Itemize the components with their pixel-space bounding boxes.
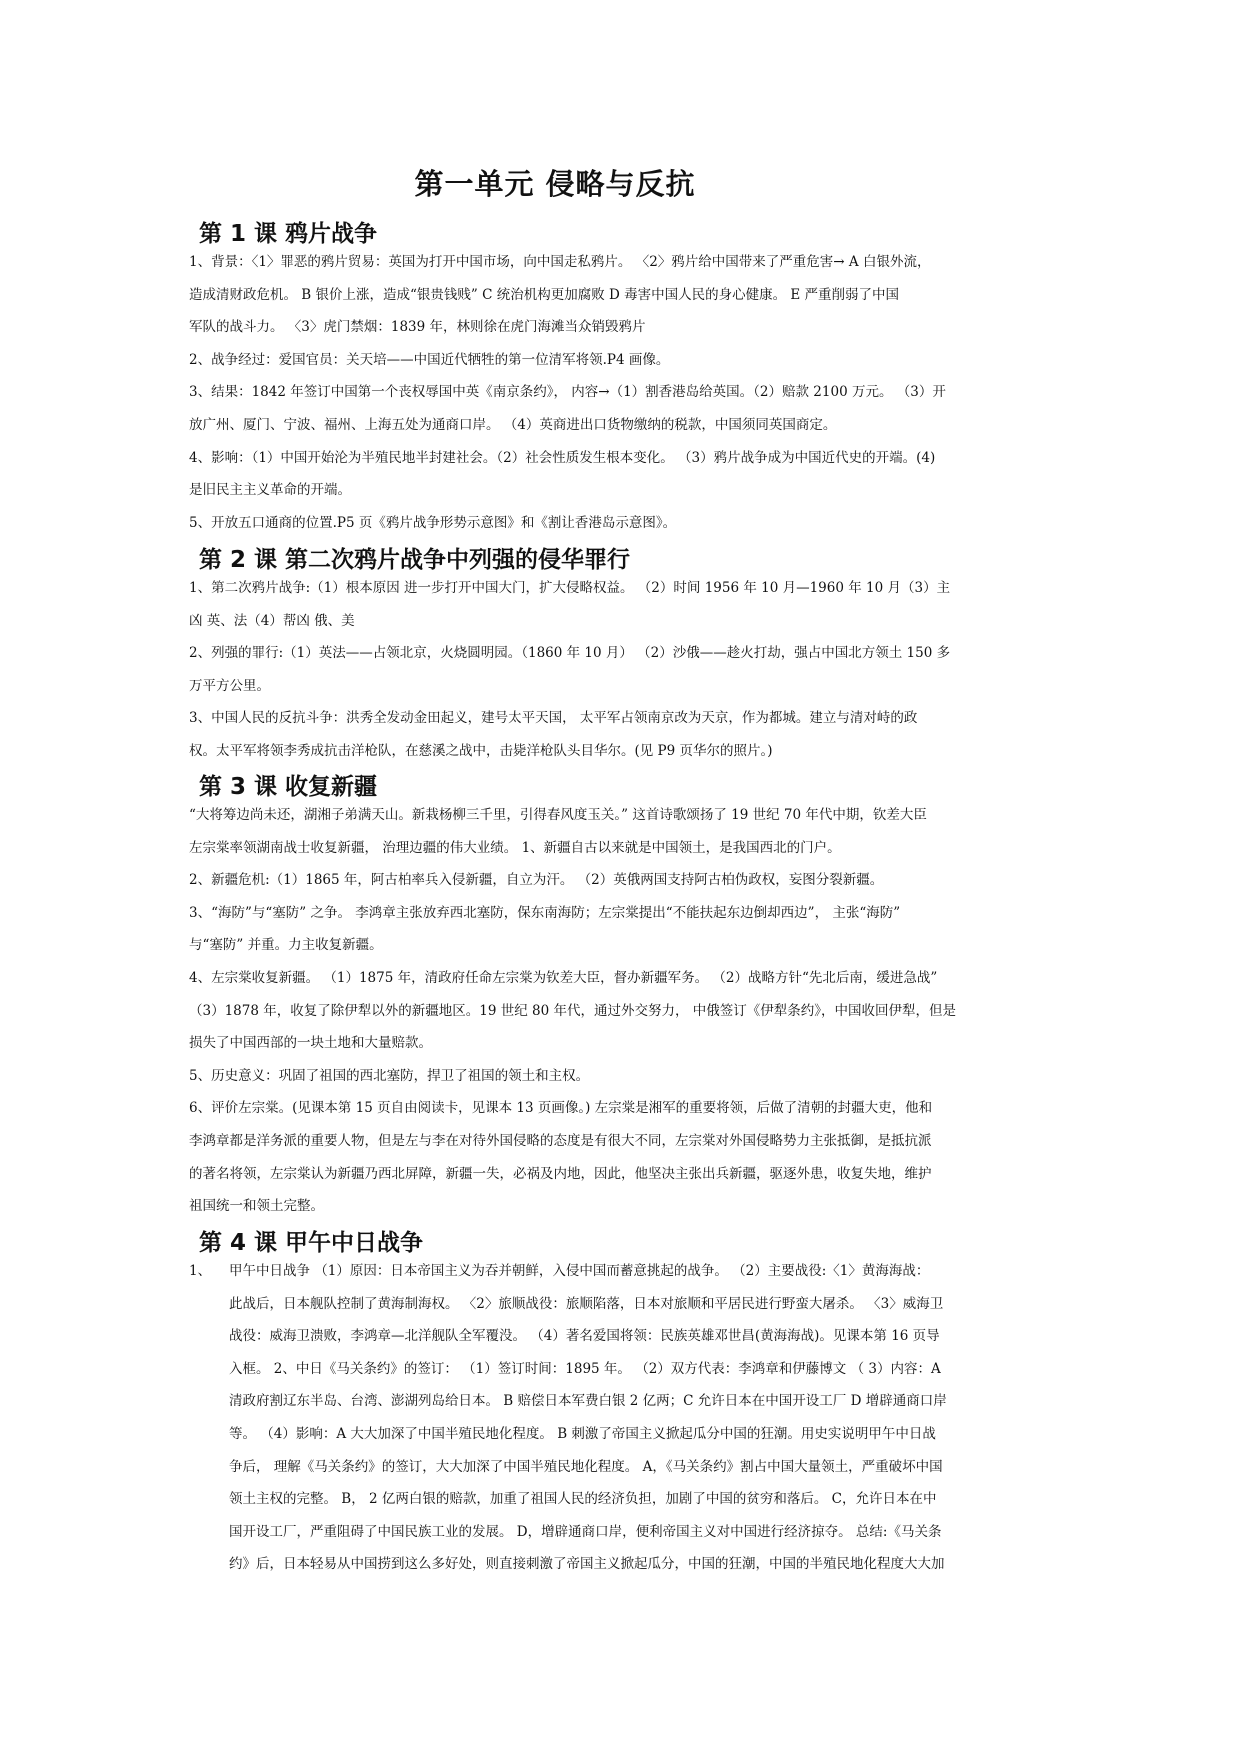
lesson-4-line: 国开设工厂，严重阻碍了中国民族工业的发展。 D，增辟通商口岸，便利帝国主义对中国进行经济掠夺。 总结:《马关条 bbox=[229, 1523, 942, 1540]
lesson-3-body bbox=[189, 799, 1059, 1223]
lesson-2-line: 权。太平军将领李秀成抗击洋枪队，在慈溪之战中，击毙洋枪队头目华尔。(见 P9 页华尔的照片。) bbox=[189, 742, 773, 759]
lesson-4-line: 入框。 2、中日《马关条约》的签订： （1）签订时间：1895 年。 （2）双方代表：李鸿章和伊藤博文 （ 3）内容：A bbox=[229, 1360, 941, 1377]
lesson-3-line: 与“塞防” 并重。力主收复新疆。 bbox=[189, 937, 383, 954]
lesson-3-line: 损失了中国西部的一块土地和大量赔款。 bbox=[189, 1035, 432, 1052]
lesson-4-line: 领土主权的完整。 B， 2 亿两白银的赔款，加重了祖国人民的经济负担，加剧了中国的贫穷和落后。 C，允许日本在中 bbox=[229, 1491, 937, 1508]
lesson-1-line: 4、影响：（1）中国开始沦为半殖民地半封建社会。（2）社会性质发生根本变化。 （3）鸦片战争成为中国近代史的开端。(4) bbox=[189, 449, 936, 466]
lesson-2-line: 2、列强的罪行:（1）英法——占领北京，火烧圆明园。（1860 年 10 月） （2）沙俄——趁火打劫，强占中国北方领土 150 多 bbox=[189, 645, 951, 662]
lesson-4-line: 战役：威海卫溃败，李鸿章—北洋舰队全军覆没。 （4）著名爱国将领：民族英雄邓世昌(黄海海战)。见课本第 16 页导 bbox=[229, 1328, 940, 1345]
lesson-2-line: 凶 英、法（4）帮凶 俄、美 bbox=[189, 612, 355, 629]
lesson-2-body bbox=[189, 572, 1059, 768]
lesson-3-line: 3、“海防”与“塞防” 之争。 李鸿章主张放弃西北塞防，保东南海防；左宗棠提出“不能扶起东边倒却西边”， 主张“海防” bbox=[189, 904, 901, 921]
lesson-3-line: 2、新疆危机:（1）1865 年，阿古柏率兵入侵新疆，自立为汗。 （2）英俄两国支持阿古柏伪政权，妄图分裂新疆。 bbox=[189, 872, 884, 889]
lesson-1-body bbox=[189, 246, 1059, 539]
lesson-1-line: 3、结果：1842 年签订中国第一个丧权辱国中英《南京条约》， 内容→（1）割香港岛给英国。（2）赔款 2100 万元。 （3）开 bbox=[189, 384, 946, 401]
lesson-3-line: 4、左宗棠收复新疆。 （1）1875 年，清政府任命左宗棠为钦差大臣，督办新疆军务。 （2）战略方针“先北后南，缓进急战” bbox=[189, 969, 938, 986]
lesson-3-line: （3）1878 年，收复了除伊犁以外的新疆地区。19 世纪 80 年代，通过外交努力， 中俄签订《伊犁条约》，中国收回伊犁，但是 bbox=[189, 1002, 957, 1019]
lesson-4-line: 等。 （4）影响：A 大大加深了中国半殖民地化程度。 B 刺激了帝国主义掀起瓜分中国的狂潮。用史实说明甲午中日战 bbox=[229, 1425, 936, 1442]
lesson-3-line: “大将筹边尚未还，湖湘子弟满天山。新栽杨柳三千里，引得春风度玉关。” 这首诗歌颂扬了 19 世纪 70 年代中期，钦差大臣 bbox=[189, 807, 927, 823]
lesson-2-line: 1、第二次鸦片战争:（1）根本原因 进一步打开中国大门，扩大侵略权益。 （2）时间 1956 年 10 月—1960 年 10 月（3）主 bbox=[189, 580, 951, 596]
lesson-1-line: 放广州、厦门、宁波、福州、上海五处为通商口岸。 （4）英商进出口货物缴纳的税款，中国须同英国商定。 bbox=[189, 416, 837, 433]
lesson-3-line: 李鸿章都是洋务派的重要人物，但是左与李在对待外国侵略的态度是有很大不同，左宗棠对外国侵略势力主张抵御，是抵抗派 bbox=[189, 1132, 932, 1149]
lesson-4-body bbox=[229, 1255, 1059, 1581]
lesson-4-item-number: 1、 bbox=[189, 1263, 212, 1279]
lesson-2-line: 3、中国人民的反抗斗争：洪秀全发动金田起义，建号太平天国， 太平军占领南京改为天京，作为都城。建立与清对峙的政 bbox=[189, 710, 918, 727]
lesson-4-line: 此战后，日本舰队控制了黄海制海权。 〈2〉旅顺战役：旅顺陷落，日本对旅顺和平居民进行野蛮大屠杀。 〈3〉威海卫 bbox=[229, 1295, 944, 1312]
lesson-3-title: 第 3 课 收复新疆 bbox=[199, 774, 378, 800]
lesson-3-line: 左宗棠率领湖南战士收复新疆， 治理边疆的伟大业绩。 1、新疆自古以来就是中国领土，是我国西北的门户。 bbox=[189, 839, 841, 856]
lesson-4-line: 约》后，日本轻易从中国捞到这么多好处，则直接刺激了帝国主义掀起瓜分，中国的狂潮，中国的半殖民地化程度大大加 bbox=[229, 1556, 945, 1573]
lesson-2-title: 第 2 课 第二次鸦片战争中列强的侵华罪行 bbox=[199, 547, 631, 573]
lesson-4-line: 争后， 理解《马关条约》的签订，大大加深了中国半殖民地化程度。 A，《马关条约》割占中国大量领土，严重破坏中国 bbox=[229, 1458, 943, 1475]
lesson-4-line: 清政府割辽东半岛、台湾、澎湖列岛给日本。 B 赔偿日本军费白银 2 亿两；C 允许日本在中国开设工厂 D 增辟通商口岸 bbox=[229, 1393, 947, 1410]
lesson-3-line: 的著名将领，左宗棠认为新疆乃西北屏障，新疆一失，必祸及内地，因此，他坚决主张出兵新疆，驱逐外患，收复失地，维护 bbox=[189, 1165, 932, 1182]
lesson-1-line: 是旧民主主义革命的开端。 bbox=[189, 482, 351, 499]
lesson-2-line: 万平方公里。 bbox=[189, 677, 270, 694]
lesson-1-line: 军队的战斗力。 〈3〉虎门禁烟：1839 年，林则徐在虎门海滩当众销毁鸦片 bbox=[189, 319, 646, 336]
lesson-4-title: 第 4 课 甲午中日战争 bbox=[199, 1230, 424, 1256]
lesson-1-line: 1、背景：〈1〉罪恶的鸦片贸易：英国为打开中国市场，向中国走私鸦片。 〈2〉鸦片给中国带来了严重危害→ A 白银外流， bbox=[189, 254, 931, 270]
lesson-1-line: 造成清财政危机。 B 银价上涨，造成“银贵钱贱” C 统治机构更加腐败 D 毒害中国人民的身心健康。 E 严重削弱了中国 bbox=[189, 286, 900, 303]
lesson-4-line: 甲午中日战争 （1）原因：日本帝国主义为吞并朝鲜，入侵中国而蓄意挑起的战争。 （2）主要战役:〈1〉黄海海战： bbox=[229, 1263, 930, 1279]
lesson-3-line: 祖国统一和领土完整。 bbox=[189, 1198, 324, 1215]
lesson-3-line: 5、历史意义：巩固了祖国的西北塞防，捍卫了祖国的领土和主权。 bbox=[189, 1067, 590, 1084]
lesson-1-title: 第 1 课 鸦片战争 bbox=[199, 221, 378, 247]
lesson-3-line: 6、评价左宗棠。(见课本第 15 页自由阅读卡，见课本 13 页画像。) 左宗棠是湘军的重要将领，后做了清朝的封疆大吏，他和 bbox=[189, 1100, 933, 1117]
lesson-1-line: 5、开放五口通商的位置.P5 页《鸦片战争形势示意图》和《割让香港岛示意图》。 bbox=[189, 514, 677, 531]
unit-title: 第一单元 侵略与反抗 bbox=[414, 167, 696, 201]
lesson-1-line: 2、战争经过：爱国官员：关天培——中国近代牺牲的第一位清军将领.P4 画像。 bbox=[189, 351, 670, 368]
